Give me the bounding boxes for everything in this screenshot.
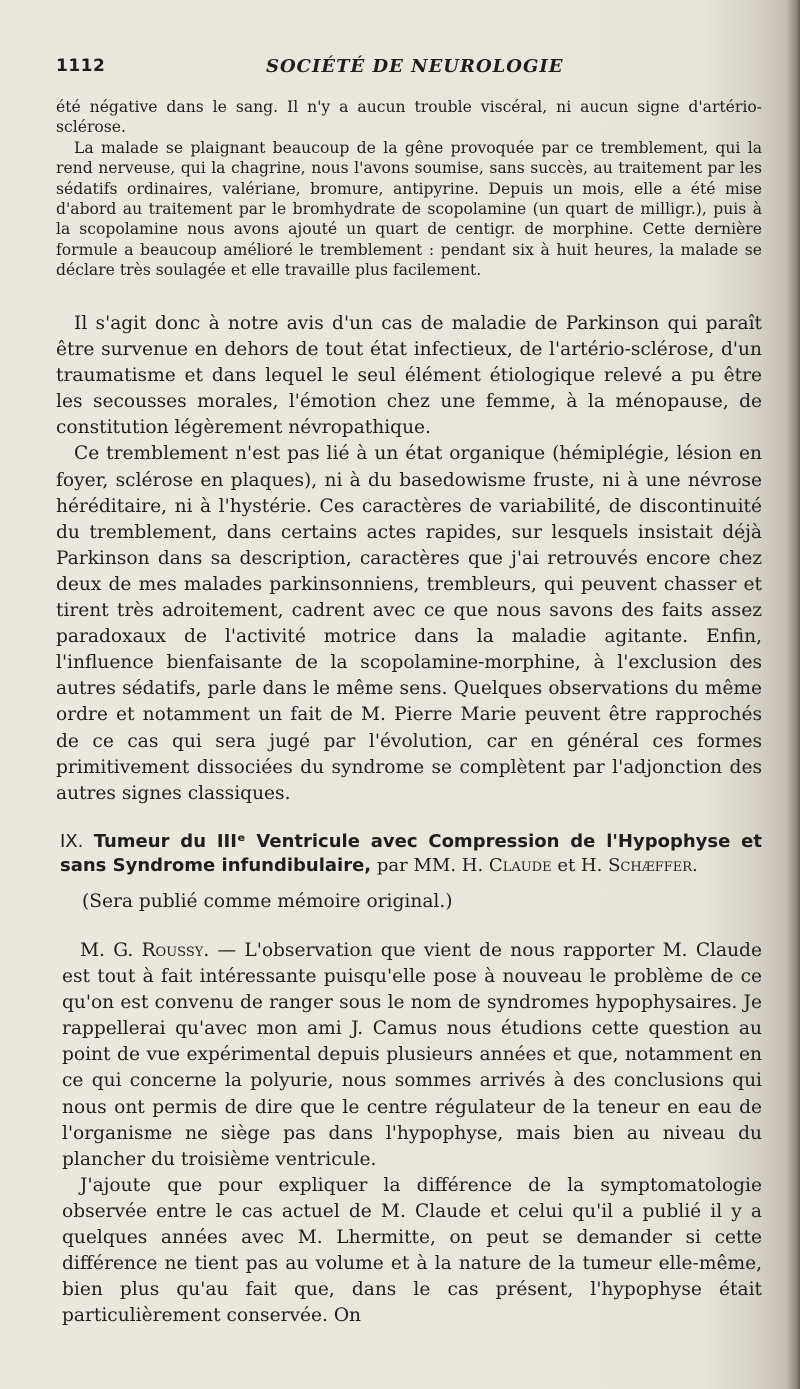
paragraph: La malade se plaignant beaucoup de la gêne provoquée par ce tremblement, qui la rend nerveuse, qui la chagrine, nous l'avons soumise, sans succès, au traitement par les sédatifs ordinaires, valériane, bromure, antipyrine. Depuis un mois, elle a été mise d'abord au traitement par le bromhydrate de scopolamine (un quart de milligr.), puis à la scopolamine nous avons ajouté un quart de centigr. de morphine. Cette dernière formule a beaucoup amélioré le tremblement : pendant six à huit heures, la malade se déclare très soulagée et elle travaille plus facilement.	[56, 138, 762, 280]
speaker-prefix: M. G.	[80, 940, 134, 961]
section-numeral: IX.	[60, 831, 84, 852]
page-edge-shadow	[786, 0, 800, 1389]
paragraph: Ce tremblement n'est pas lié à un état organique (hémiplégie, lésion en foyer, sclérose en plaques), ni à du basedowisme fruste, ni à une névrose héréditaire, ni à l'hystérie. Ces caractères de variabilité, de discontinuité du tremblement, dans certains actes rapides, sur lesquels insistait déjà Parkinson dans sa description, caractères que j'ai retrouvés encore chez deux de mes malades parkinsonniens, trembleurs, qui peuvent chasser et tirent très adroitement, cadrent avec ce que nous savons des faits assez paradoxaux de l'activité motrice dans la maladie agitante. Enfin, l'influence bienfaisante de la scopolamine-morphine, à l'exclusion des autres sédatifs, parle dans le même sens. Quelques observations du même ordre et notamment un fait de M. Pierre Marie peuvent être rapprochés de ce cas qui sera jugé par l'évolution, car en général ces formes primitivement dissociées du syndrome se complètent par l'adjonction des autres signes classiques.	[56, 443, 762, 804]
section-heading	[60, 830, 762, 878]
page-number: 1112	[56, 56, 106, 76]
author-name: Schæffer.	[608, 855, 698, 876]
running-head: SOCIÉTÉ DE NEUROLOGIE	[266, 56, 564, 77]
commentary-text	[56, 311, 762, 807]
section-title: Tumeur du IIIᵉ Ventricule avec Compression de l'Hypophyse et sans Syndrome infundibulaire,	[60, 831, 762, 876]
paragraph: été négative dans le sang. Il n'y a aucun trouble viscéral, ni aucun signe d'artério-sclérose.	[56, 98, 762, 137]
publication-note: (Sera publié comme mémoire original.)	[82, 891, 453, 912]
author-name: Claude	[488, 855, 552, 876]
discussion-text	[62, 938, 762, 1329]
speaker-name: Roussy.	[141, 940, 210, 961]
authors-mid: et H.	[557, 855, 603, 876]
paragraph: — L'observation que vient de nous rapporter M. Claude est tout à fait intéressante puisqu'elle pose à nouveau le problème de ce qu'on est convenu de ranger sous le nom de syndromes hypophysaires. Je rappellerai qu'avec mon ami J. Camus nous étudions cette question au point de vue expérimental depuis plusieurs années et que, notamment en ce qui concerne la polyurie, nous sommes arrivés à des conclusions qui nous ont permis de dire que le centre régulateur de la teneur en eau de l'organisme ne siège pas dans l'hypophyse, mais bien au niveau du plancher du troisième ventricule.	[62, 940, 762, 1170]
paragraph: Il s'agit donc à notre avis d'un cas de maladie de Parkinson qui paraît être survenue en dehors de tout état infectieux, de l'artério-sclérose, d'un traumatisme et dans lequel le seul élément étiologique relevé a pu être les secousses morales, l'émotion chez une femme, à la ménopause, de constitution légèrement névropathique.	[56, 313, 762, 439]
case-report-text	[56, 97, 762, 281]
page-header	[56, 56, 756, 80]
authors-prefix: par MM. H.	[376, 855, 484, 876]
section-note	[82, 889, 762, 915]
paragraph: J'ajoute que pour expliquer la différence de la symptomatologie observée entre le cas actuel de M. Claude et celui qu'il a publié il y a quelques années avec M. Lhermitte, on peut se demander si cette différence ne tient pas au volume et à la nature de la tumeur elle-même, bien plus qu'au fait que, dans le cas présent, l'hypophyse était particulièrement conservée. On	[62, 1174, 762, 1327]
